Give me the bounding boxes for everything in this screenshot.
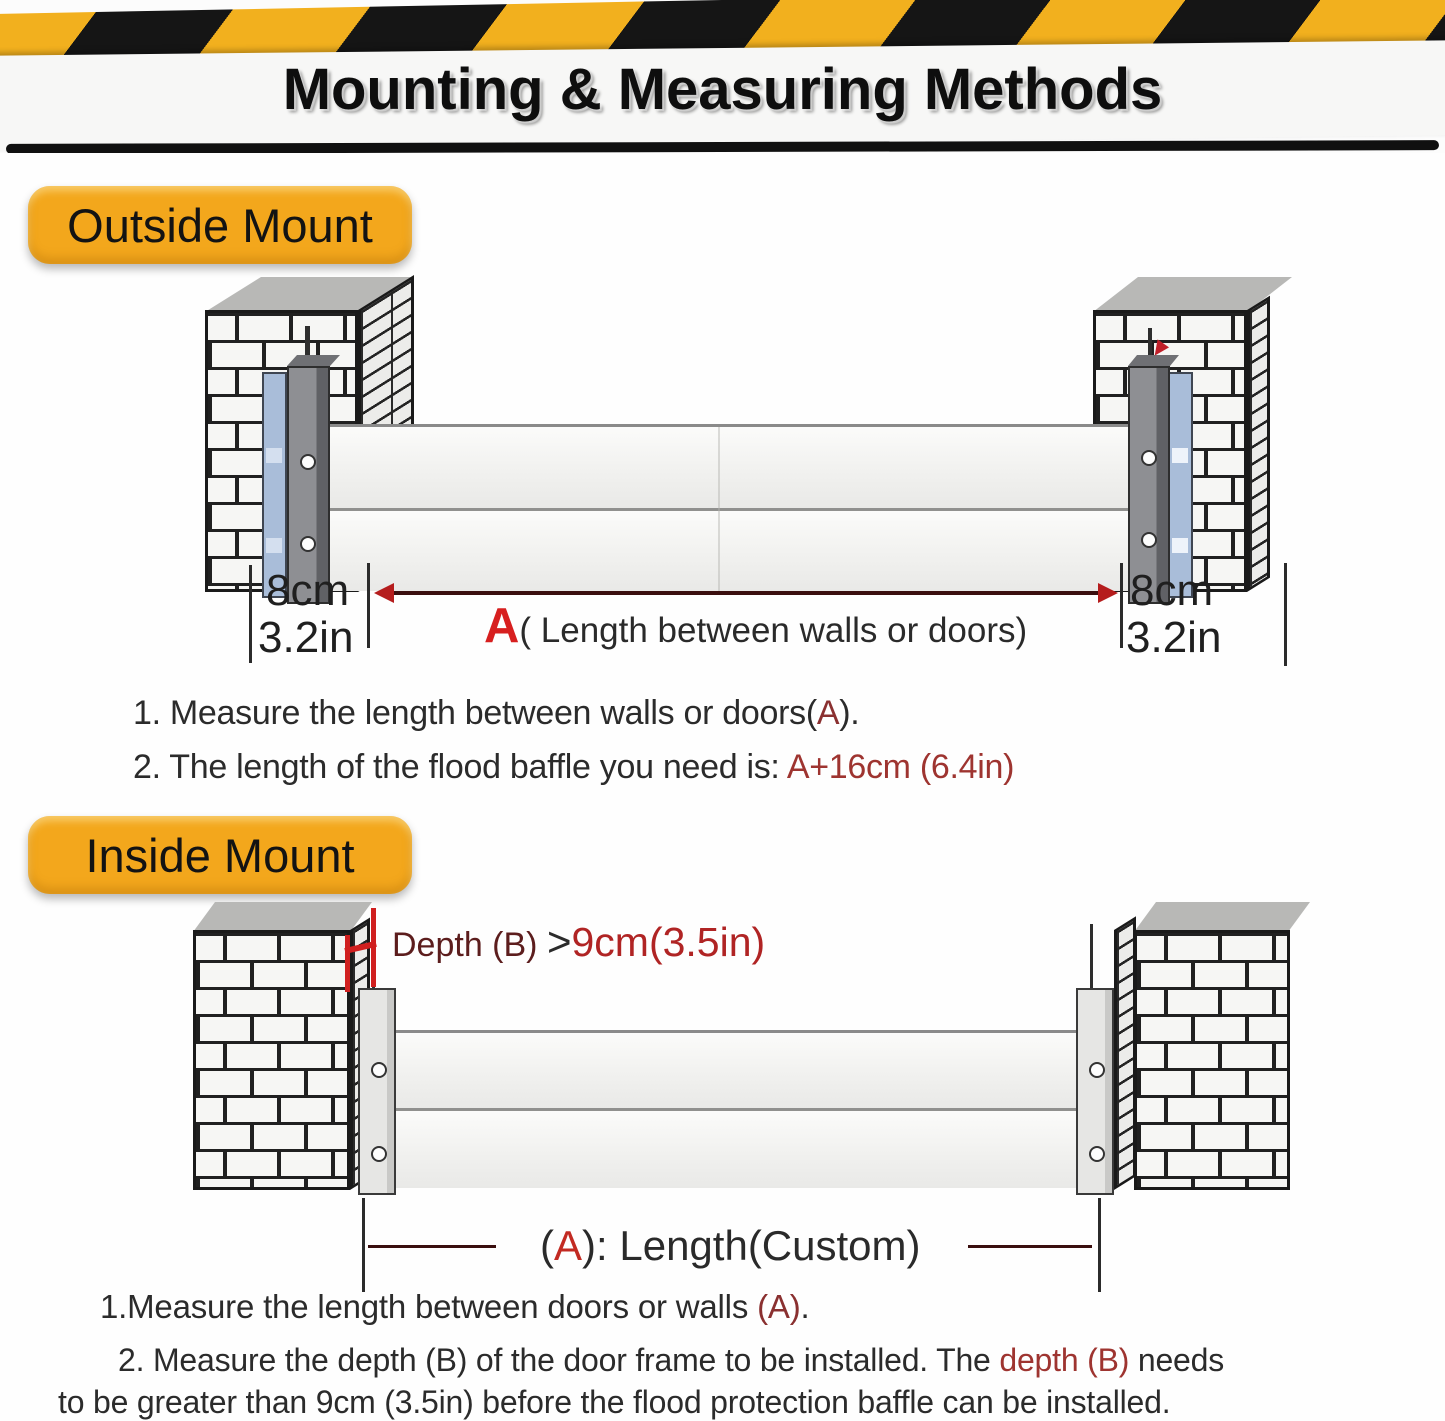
screw-hole <box>1089 1146 1105 1162</box>
outside-right-blue-rail <box>1168 372 1193 598</box>
step-text: 1. Measure the length between walls or doors( <box>133 694 817 732</box>
right-offset-in: 3.2in <box>1126 613 1222 662</box>
inside-step-2-line-1 <box>118 1342 1224 1379</box>
dim-tick <box>367 563 370 648</box>
step-highlight: depth (B) <box>999 1342 1130 1378</box>
dim-tick <box>1284 563 1287 666</box>
dim-letter-a: A <box>554 1222 583 1269</box>
inside-left-bracket <box>358 988 396 1195</box>
dim-line-right <box>968 1245 1092 1248</box>
dim-caption-a <box>484 598 1027 654</box>
inside-step-1 <box>100 1288 809 1326</box>
dim-tick <box>1120 563 1123 648</box>
step-text: 2. Measure the depth (B) of the door frame to be installed. The <box>118 1342 1000 1378</box>
depth-value: 9cm(3.5in) <box>571 919 766 965</box>
screw-hole <box>300 454 316 470</box>
barrier-panel <box>396 1033 1076 1108</box>
outside-step-1 <box>133 694 859 733</box>
barrier-panel <box>330 427 1132 508</box>
header-banner <box>0 0 1445 153</box>
inside-right-bracket <box>1076 988 1114 1195</box>
dim-tick <box>362 1198 365 1292</box>
greater-than-sign: > <box>546 918 572 965</box>
arrowhead-left <box>374 583 394 603</box>
barrier-seam <box>718 427 720 591</box>
step-highlight: (A) <box>757 1288 801 1325</box>
inside-left-pillar-front <box>193 930 350 1190</box>
rail-tab <box>266 538 282 553</box>
screw-hole <box>300 536 316 552</box>
inside-right-pillar-front <box>1134 930 1290 1190</box>
inside-dim-caption <box>540 1222 921 1270</box>
step-text: needs <box>1129 1342 1225 1378</box>
dim-caption-text: ( Length between walls or doors) <box>519 611 1028 650</box>
page-title: Mounting & Measuring Methods <box>282 57 1163 122</box>
step-text: . <box>800 1288 810 1325</box>
barrier-panel <box>330 508 1132 591</box>
rail-tab <box>1172 538 1188 553</box>
step-highlight: A+16cm (6.4in) <box>786 748 1015 786</box>
inside-right-pillar-top <box>1134 900 1311 934</box>
dim-line-left <box>368 1245 496 1248</box>
rail-tab <box>1172 448 1188 463</box>
paren: ( <box>540 1222 554 1269</box>
dim-caption-text: : Length(Custom) <box>596 1222 921 1269</box>
outside-right-pillar-side <box>1247 296 1270 592</box>
barrier-panel <box>396 1108 1076 1188</box>
depth-bracket-front-bar <box>345 935 350 992</box>
inside-mount-badge: Inside Mount <box>28 816 412 894</box>
outside-flood-barrier <box>330 424 1132 591</box>
inside-right-marker-line <box>1090 924 1093 988</box>
arrowhead-right <box>1098 583 1118 603</box>
step-text: 2. The length of the flood baffle you need is: <box>133 748 787 786</box>
dim-letter-a: A <box>484 599 520 653</box>
screw-hole <box>1141 450 1157 466</box>
outside-step-2 <box>133 748 1014 787</box>
right-offset-cm: 8cm <box>1130 566 1214 615</box>
screw-hole <box>1141 532 1157 548</box>
depth-label: Depth (B) <box>392 926 547 964</box>
step-text: ). <box>839 694 860 732</box>
inside-step-2-line-2: to be greater than 9cm (3.5in) before the flood protection baffle can be installed. <box>58 1384 1171 1420</box>
left-offset-in: 3.2in <box>258 613 354 662</box>
left-offset-cm: 8cm <box>266 566 350 615</box>
inside-flood-barrier <box>396 1030 1076 1188</box>
outside-left-blue-rail <box>262 372 287 598</box>
dim-arrow-line <box>382 591 1110 595</box>
inside-left-pillar-top <box>193 900 373 934</box>
depth-annotation <box>392 918 765 966</box>
rail-tab <box>266 448 282 463</box>
dim-tick <box>249 565 252 663</box>
screw-hole <box>371 1062 387 1078</box>
step-highlight: A <box>816 694 840 732</box>
screw-hole <box>1089 1062 1105 1078</box>
paren: ) <box>582 1222 597 1269</box>
step-text: 1.Measure the length between doors or walls <box>100 1288 758 1325</box>
dim-tick <box>1098 1198 1101 1292</box>
outside-mount-badge: Outside Mount <box>28 186 412 264</box>
inside-right-pillar-side <box>1114 916 1136 1190</box>
screw-hole <box>371 1146 387 1162</box>
